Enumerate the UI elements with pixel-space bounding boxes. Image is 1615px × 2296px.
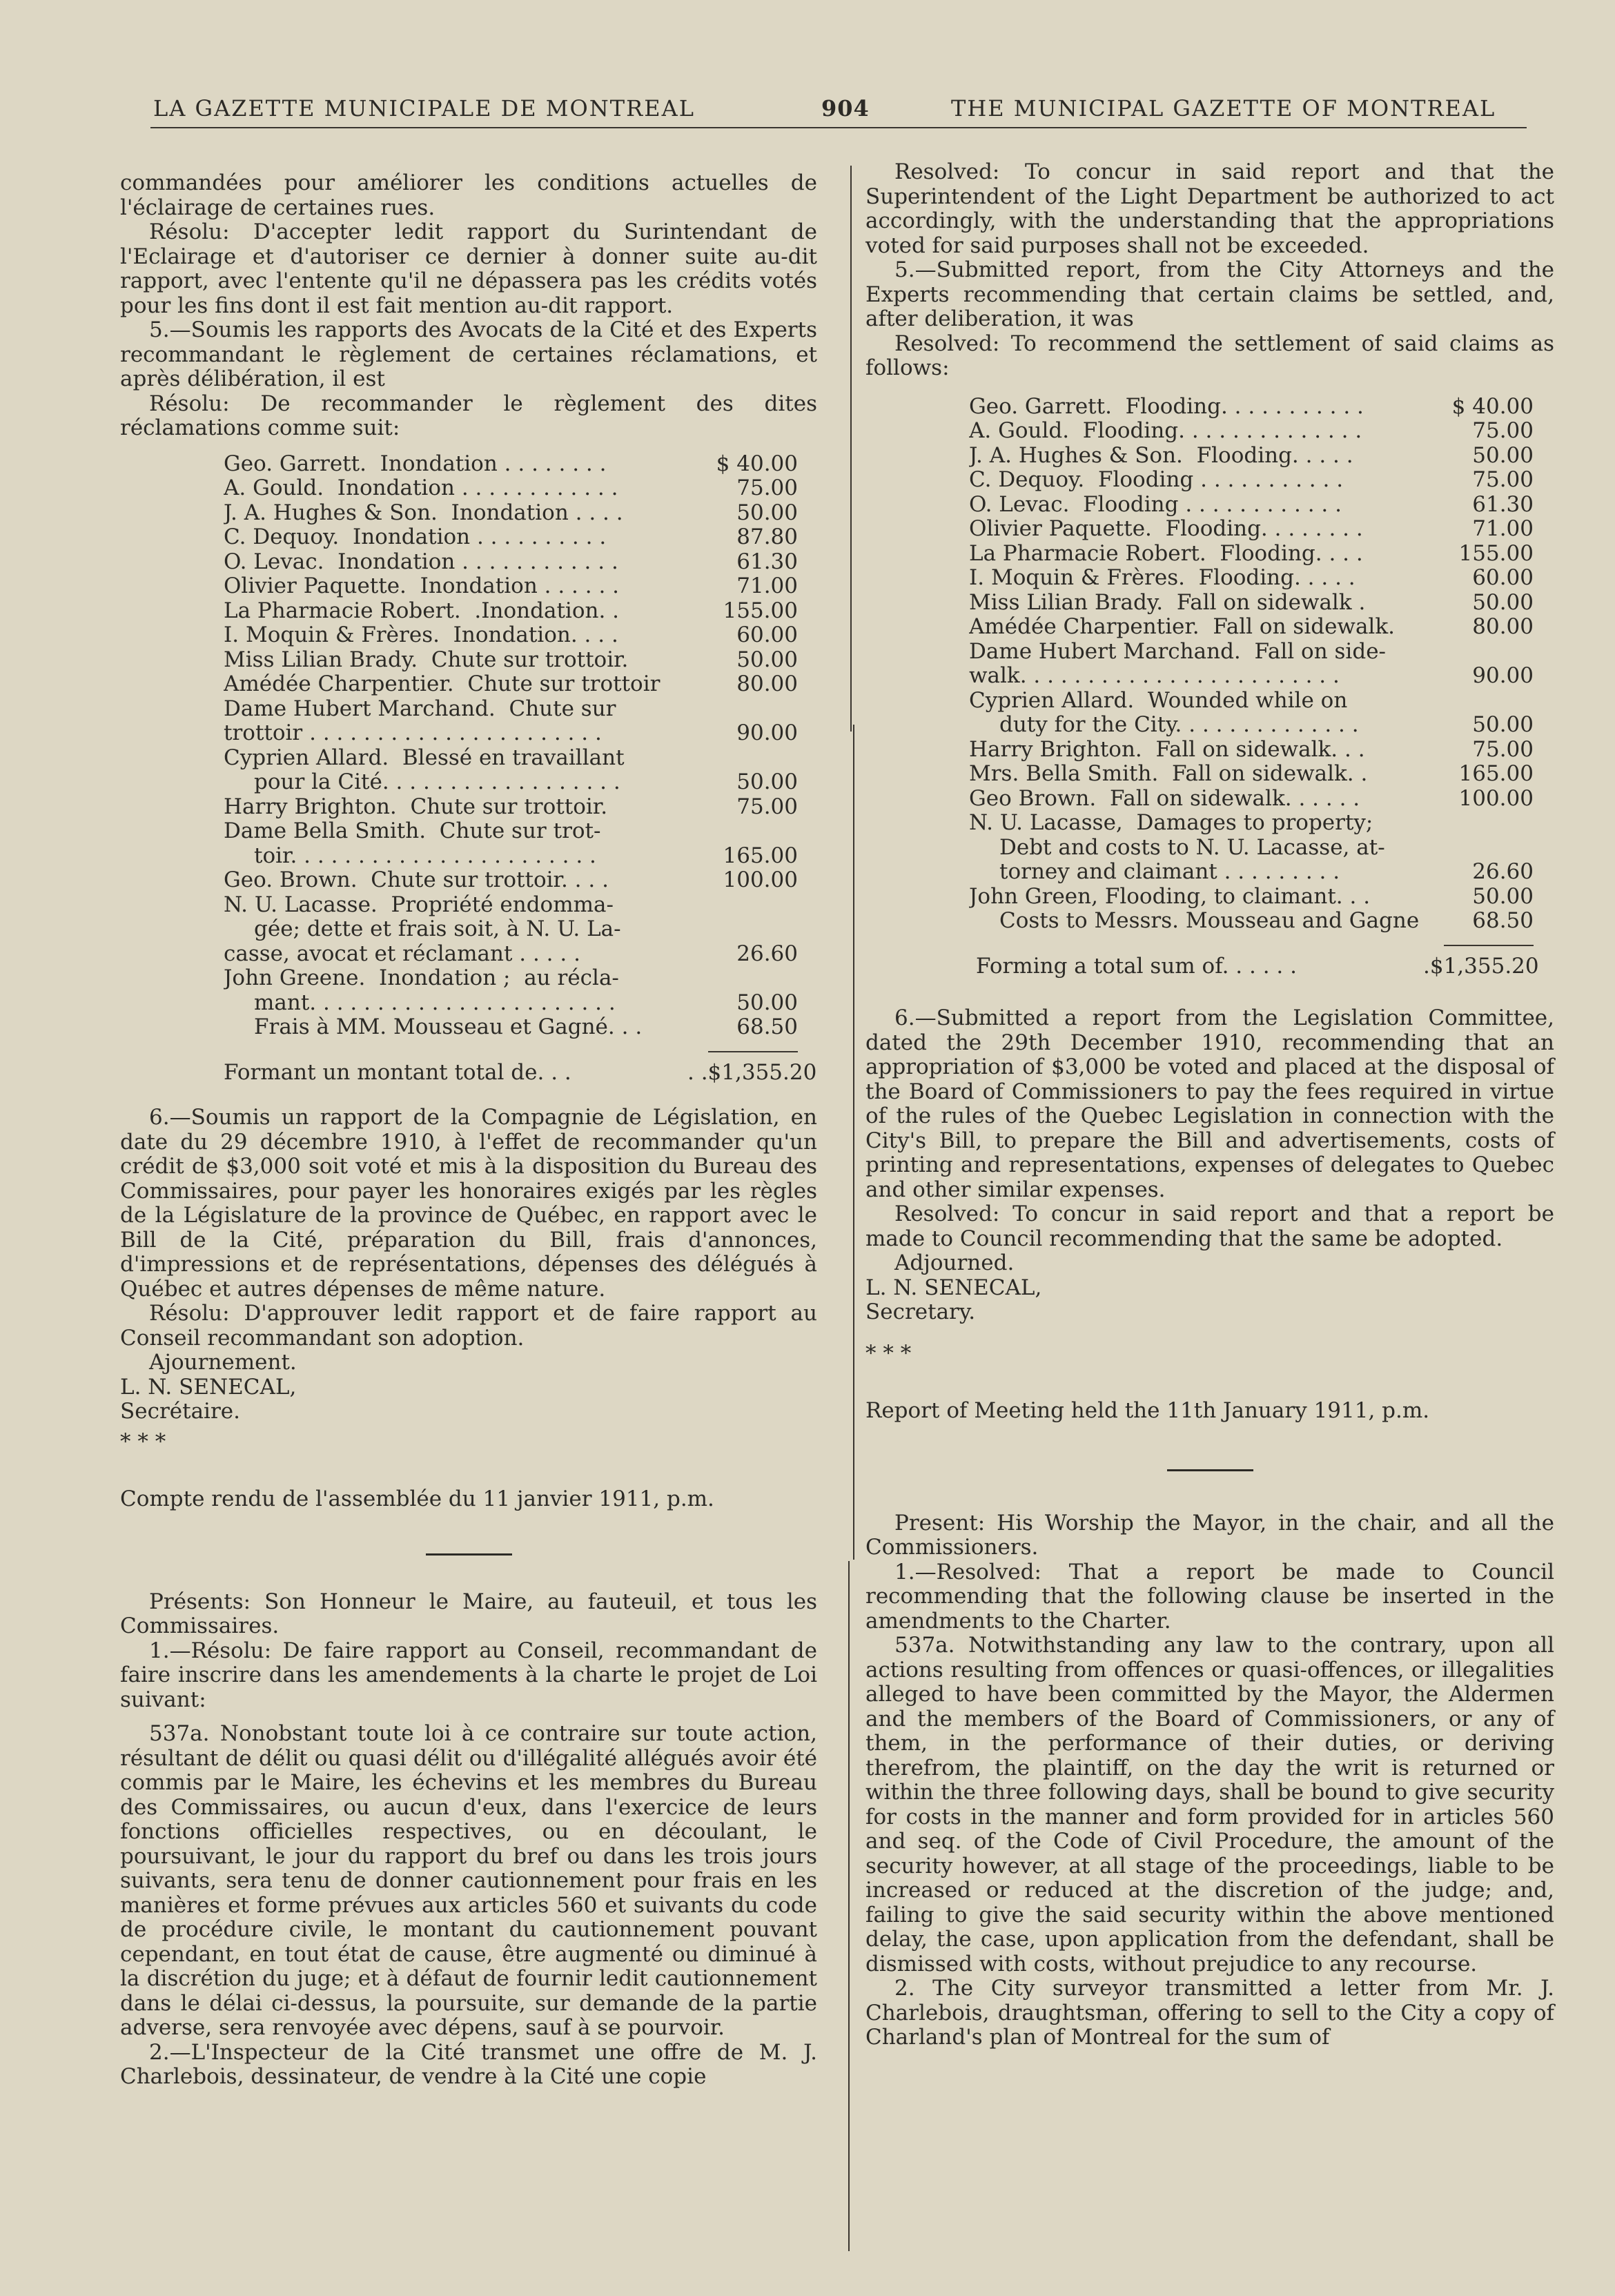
column-divider-mid (853, 725, 854, 1560)
claims-list-english (969, 395, 1534, 934)
resolved-charter: 1.—Resolved: That a report be made to Council recommending that the following clause be inserted in the amendments to the Charter. (865, 1559, 1554, 1633)
claim-description: Harry Brighton. Fall on sidewalk. . . (969, 737, 1365, 762)
claim-row (224, 476, 798, 501)
claim-description: Geo. Garrett. Flooding. . . . . . . . . . . (969, 394, 1364, 419)
claim-description: Miss Lilian Brady. Fall on sidewalk . (969, 590, 1366, 615)
claim-amount: 26.60 (736, 941, 798, 966)
resolution-legislation: Résolu: D'approuver ledit rapport et de faire rapport au Conseil recommandant son adoption. (120, 1301, 817, 1351)
claim-description: La Pharmacie Robert. Flooding. . . . (969, 541, 1363, 566)
claim-description: N. U. Lacasse, Damages to property; (969, 811, 1373, 835)
claims-total-amount-en: .$1,355.20 (1423, 953, 1539, 979)
resolution-claims: Résolu: De recommander le règlement des dites réclamations comme suit: (120, 391, 817, 440)
item-6-legislation-en: 6.—Submitted a report from the Legislation Committee, dated the 29th December 1910, recommending that an appropriation of $3,000 be voted and placed at the disposal of the Board of Commissioners to pay the fees required in virtue of the rules of the Quebec Legislation in connection with the City's Bill, to prepare the Bill and advertisements, costs of printing and representations, expenses of delegates to Quebec and other similar expenses. (865, 1005, 1554, 1202)
page-number: 904 (821, 95, 870, 121)
claim-amount: 68.50 (1472, 908, 1534, 933)
claim-description: Amédée Charpentier. Fall on sidewalk. (969, 615, 1395, 639)
claim-row (224, 672, 798, 697)
signature-name: L. N. SENECAL, (120, 1374, 297, 1400)
column-divider-top (850, 166, 852, 732)
claim-amount: 90.00 (1472, 663, 1534, 688)
claim-amount: 165.00 (1458, 761, 1534, 786)
claim-amount: 75.00 (1472, 418, 1534, 443)
claim-description: Geo Brown. Fall on sidewalk. . . . . . (969, 786, 1360, 811)
claim-description: Dame Hubert Marchand. Fall on side- (969, 639, 1387, 664)
claim-amount: 61.30 (736, 549, 798, 574)
claim-description: Geo. Garrett. Inondation . . . . . . . . (224, 451, 607, 476)
claim-row (969, 395, 1534, 420)
claim-description: Frais à MM. Mousseau et Gagné. . . (254, 1015, 643, 1039)
item-5-claims-en: 5.—Submitted report, from the City Attorneys and the Experts recommending that certain claims be settled, and, after deliberation, it was (865, 257, 1554, 331)
claim-row (224, 697, 798, 722)
item-6-legislation: 6.—Soumis un rapport de la Compagnie de Législation, en date du 29 décembre 1910, à l'effet de recommander qu'un crédit de $3,000 soit voté et mis à la disposition du Bureau des Commissaires, pour payer les honoraires exigés par les règles de la Législature de la province de Québec, en rapport avec le Bill de la Cité, préparation du Bill, frais d'annonces, d'impressions et de représentations, dépenses des délégués à Québec et autres dépenses de même nature. (120, 1105, 817, 1302)
right-column-english (865, 160, 1554, 2050)
claim-amount: 100.00 (723, 867, 798, 892)
claim-description: trottoir . . . . . . . . . . . . . . . . . . . . . . (224, 721, 602, 745)
claim-description: Harry Brighton. Chute sur trottoir. (224, 794, 608, 819)
item-5-claims: 5.—Soumis les rapports des Avocats de la Cité et des Experts recommandant le règlement de certaines réclamations, et après délibération, il est (120, 317, 817, 391)
claim-amount: 60.00 (1472, 565, 1534, 590)
claim-row (224, 550, 798, 575)
claim-row (969, 713, 1534, 738)
sum-rule (708, 1051, 798, 1052)
meeting-heading: Compte rendu de l'assemblée du 11 janvier 1911, p.m. (120, 1486, 714, 1511)
claim-description: Dame Bella Smith. Chute sur trot- (224, 819, 601, 843)
claim-description: Costs to Messrs. Mousseau and Gagne (999, 909, 1420, 933)
claim-amount: 75.00 (736, 475, 798, 500)
adjournment: Ajournement. (149, 1350, 297, 1375)
claim-row (224, 599, 798, 624)
claim-row (224, 721, 798, 746)
claim-row (969, 444, 1534, 469)
claim-description: duty for the City. . . . . . . . . . . . . . (999, 713, 1359, 737)
claim-description: C. Dequoy. Flooding . . . . . . . . . . . (969, 468, 1344, 492)
claim-row (969, 811, 1534, 836)
claim-description: casse, avocat et réclamant . . . . . (224, 941, 580, 966)
claim-amount: 71.00 (1472, 516, 1534, 541)
claim-row (224, 1015, 798, 1040)
adjourned: Adjourned. (894, 1250, 1015, 1275)
claim-row (969, 860, 1534, 885)
claim-row (224, 525, 798, 550)
claim-amount: 50.00 (736, 647, 798, 672)
claim-description: John Greene. Inondation ; au récla- (224, 966, 619, 990)
claim-amount: 90.00 (736, 720, 798, 745)
claim-row (969, 664, 1534, 689)
claim-amount: 26.60 (1472, 859, 1534, 884)
paragraph-lighting-end: commandées pour améliorer les conditions actuelles de l'éclairage de certaines rues. (120, 170, 817, 220)
claim-row (969, 787, 1534, 812)
claim-row (969, 640, 1534, 665)
claim-row (969, 517, 1534, 542)
claim-amount: 50.00 (1472, 883, 1534, 909)
claim-row (969, 762, 1534, 787)
claim-amount: 155.00 (723, 598, 798, 623)
claim-amount: 80.00 (736, 671, 798, 696)
claim-description: J. A. Hughes & Son. Flooding. . . . . (969, 443, 1353, 468)
claim-description: gée; dette et frais soit, à N. U. La- (254, 917, 621, 941)
column-divider-bottom (848, 1561, 850, 2251)
claim-row (224, 844, 798, 869)
claim-amount: 71.00 (736, 573, 798, 598)
claim-row (224, 893, 798, 918)
claim-description: A. Gould. Flooding. . . . . . . . . . . . . . (969, 419, 1362, 443)
claim-description: Olivier Paquette. Flooding. . . . . . . . (969, 517, 1363, 541)
claim-row (224, 501, 798, 526)
claim-amount: 155.00 (1458, 540, 1534, 566)
claim-amount: 100.00 (1458, 785, 1534, 811)
section-stars-en: * * * (865, 1340, 912, 1366)
claim-amount: 68.50 (736, 1014, 798, 1039)
claim-amount: 75.00 (736, 794, 798, 819)
attendance: Présents: Son Honneur le Maire, au fauteuil, et tous les Commissaires. (120, 1589, 817, 1638)
claim-row (224, 452, 798, 477)
section-stars: * * * (120, 1429, 166, 1454)
claim-amount: 50.00 (736, 769, 798, 794)
claim-amount: 50.00 (1472, 712, 1534, 737)
claims-total-row (224, 1059, 817, 1086)
item-2-charlebois-en: 2. The City surveyor transmitted a letter from Mr. J. Charlebois, draughtsman, offering to sell to the City a copy of Charland's plan of Montreal for the sum of (865, 1976, 1554, 2050)
claim-description: J. A. Hughes & Son. Inondation . . . . (224, 500, 623, 525)
claim-row (969, 566, 1534, 591)
claim-amount: $ 40.00 (1451, 393, 1534, 419)
claim-row (224, 917, 798, 942)
claim-amount: $ 40.00 (716, 451, 798, 476)
header-right-title: THE MUNICIPAL GAZETTE OF MONTREAL (951, 95, 1496, 121)
claim-row (224, 746, 798, 771)
claim-description: pour la Cité. . . . . . . . . . . . . . . . . . (254, 770, 620, 794)
claim-row (969, 836, 1534, 861)
resolution-charter: 1.—Résolu: De faire rapport au Conseil, recommandant de faire inscrire dans les amendements à la charte le projet de Loi suivant: (120, 1638, 817, 1712)
claim-row (224, 770, 798, 795)
claim-row (969, 419, 1534, 444)
claim-description: toir. . . . . . . . . . . . . . . . . . . . . . . (254, 843, 596, 868)
claim-description: O. Levac. Flooding . . . . . . . . . . . . (969, 492, 1342, 517)
item-2-charlebois: 2.—L'Inspecteur de la Cité transmet une offre de M. J. Charlebois, dessinateur, de vendre à la Cité une copie (120, 2039, 817, 2089)
claim-description: Olivier Paquette. Inondation . . . . . . (224, 574, 620, 598)
claim-amount: 61.30 (1472, 491, 1534, 517)
claim-description: Miss Lilian Brady. Chute sur trottoir. (224, 647, 629, 672)
claim-amount: 75.00 (1472, 467, 1534, 492)
claim-row (969, 885, 1534, 910)
claim-row (969, 738, 1534, 763)
claim-amount: 50.00 (1472, 442, 1534, 468)
resolved-lighting: Resolved: To concur in said report and that the Superintendent of the Light Department be authorized to act accordingly, with the understanding that the appropriations voted for said purposes shall not be exceeded. (865, 159, 1554, 258)
claims-total-label: Formant un montant total de. . . (224, 1060, 571, 1085)
claim-row (224, 966, 798, 991)
claims-total-row-en (976, 953, 1539, 979)
claim-description: La Pharmacie Robert. .Inondation. . (224, 598, 620, 623)
claim-description: Amédée Charpentier. Chute sur trottoir (224, 672, 660, 696)
claim-description: Geo. Brown. Chute sur trottoir. . . . (224, 868, 609, 892)
claim-amount: 87.80 (736, 524, 798, 549)
resolved-claims: Resolved: To recommend the settlement of said claims as follows: (865, 331, 1554, 380)
meeting-heading-en: Report of Meeting held the 11th January 1911, p.m. (865, 1398, 1430, 1423)
claims-total-label-en: Forming a total sum of. . . . . . (976, 954, 1297, 979)
claim-description: Cyprien Allard. Blessé en travaillant (224, 745, 625, 770)
claim-amount: 80.00 (1472, 614, 1534, 639)
claim-description: mant. . . . . . . . . . . . . . . . . . . . . . . (254, 990, 616, 1015)
signature-name-en: L. N. SENECAL, (865, 1275, 1042, 1300)
claims-list-french (224, 452, 798, 1040)
claim-amount: 50.00 (1472, 589, 1534, 615)
claim-row (224, 991, 798, 1016)
claim-amount: 165.00 (723, 843, 798, 868)
attendance-en: Present: His Worship the Mayor, in the chair, and all the Commissioners. (865, 1510, 1554, 1560)
claim-amount: 75.00 (1472, 736, 1534, 762)
claim-description: A. Gould. Inondation . . . . . . . . . . . . (224, 476, 618, 500)
claim-amount: 50.00 (736, 500, 798, 525)
claim-row (969, 468, 1534, 493)
claim-description: Mrs. Bella Smith. Fall on sidewalk. . (969, 762, 1368, 786)
article-537a-en: 537a. Notwithstanding any law to the contrary, upon all actions resulting from offences or quasi-offences, or illegalities alleged to have been committed by the Mayor, the Aldermen and the members of the Board of Commissioners, or any of them, in the performance of their duties, or deriving therefrom, the plaintiff, on the day the writ is returned or within the three following days, shall be bound to give security for costs in the manner and form provided for in articles 560 and seq. of the Code of Civil Procedure, the amount of the security however, at all stage of the proceedings, liable to be increased or reduced at the discretion of the judge; and, failing to give the said security within the above mentioned delay, the case, upon application from the defendant, shall be dismissed with costs, without prejudice to any recourse. (865, 1633, 1554, 1976)
claim-description: I. Moquin & Frères. Flooding. . . . . (969, 566, 1355, 590)
claim-row (969, 909, 1534, 934)
signature-title-en: Secretary. (865, 1299, 976, 1324)
claim-row (224, 648, 798, 673)
resolved-legislation: Resolved: To concur in said report and that a report be made to Council recommending that the same be adopted. (865, 1201, 1554, 1251)
header-rule (150, 127, 1527, 128)
header-left-title: LA GAZETTE MUNICIPALE DE MONTREAL (153, 95, 695, 121)
claim-row (224, 623, 798, 648)
claim-description: O. Levac. Inondation . . . . . . . . . . . . (224, 549, 618, 574)
article-537a: 537a. Nonobstant toute loi à ce contraire sur toute action, résultant de délit ou quasi délit ou d'illégalité allégués avoir été commis par le Maire, les échevins et les membres du Bureau des Commissaires, ou aucun d'eux, dans l'exercice de leurs fonctions officielles respectives, ou en découlant, le poursuivant, le jour du rapport du bref ou dans les trois jours suivants, sera tenu de donner cautionnement pour frais en les manières et forme prévues aux articles 560 et suivants du code de procédure civile, le montant du cautionnement pouvant cependant, en tout état de cause, être augmenté ou diminué à la discrétion du juge; et à défaut de fournir ledit cautionnement dans le délai ci-dessus, la poursuite, sur demande de la partie adverse, sera renvoyée avec dépens, sauf à se pourvoir. (120, 1721, 817, 2040)
claims-total-amount: . .$1,355.20 (687, 1059, 817, 1085)
claim-description: C. Dequoy. Inondation . . . . . . . . . . (224, 525, 607, 549)
claim-row (224, 942, 798, 967)
claim-description: Debt and costs to N. U. Lacasse, at- (999, 835, 1385, 860)
sum-rule-en (1444, 945, 1534, 946)
resolution-lighting: Résolu: D'accepter ledit rapport du Surintendant de l'Eclairage et d'autoriser ce dernier à donner suite au-dit rapport, avec l'entente qu'il ne dépassera pas les crédits votés pour les fins dont il est fait mention au-dit rapport. (120, 219, 817, 318)
claim-row (224, 868, 798, 893)
claim-row (969, 689, 1534, 714)
claim-row (969, 493, 1534, 518)
signature-title: Secrétaire. (120, 1399, 240, 1424)
claim-description: Dame Hubert Marchand. Chute sur (224, 696, 616, 721)
claim-description: N. U. Lacasse. Propriété endomma- (224, 892, 614, 917)
claim-description: torney and claimant . . . . . . . . . (999, 860, 1340, 884)
claim-description: I. Moquin & Frères. Inondation. . . . (224, 623, 618, 647)
claim-row (224, 819, 798, 844)
claim-row (969, 615, 1534, 640)
left-column-french (120, 171, 817, 2090)
claim-amount: 50.00 (736, 990, 798, 1015)
section-separator-en (1167, 1469, 1253, 1471)
claim-row (969, 591, 1534, 616)
claim-description: John Green, Flooding, to claimant. . . (969, 884, 1371, 909)
claim-description: Cyprien Allard. Wounded while on (969, 688, 1348, 713)
section-separator (426, 1553, 512, 1556)
claim-description: walk. . . . . . . . . . . . . . . . . . . . . . . . (969, 664, 1340, 688)
claim-row (224, 574, 798, 599)
claim-row (969, 542, 1534, 567)
claim-row (224, 795, 798, 820)
claim-amount: 60.00 (736, 622, 798, 647)
